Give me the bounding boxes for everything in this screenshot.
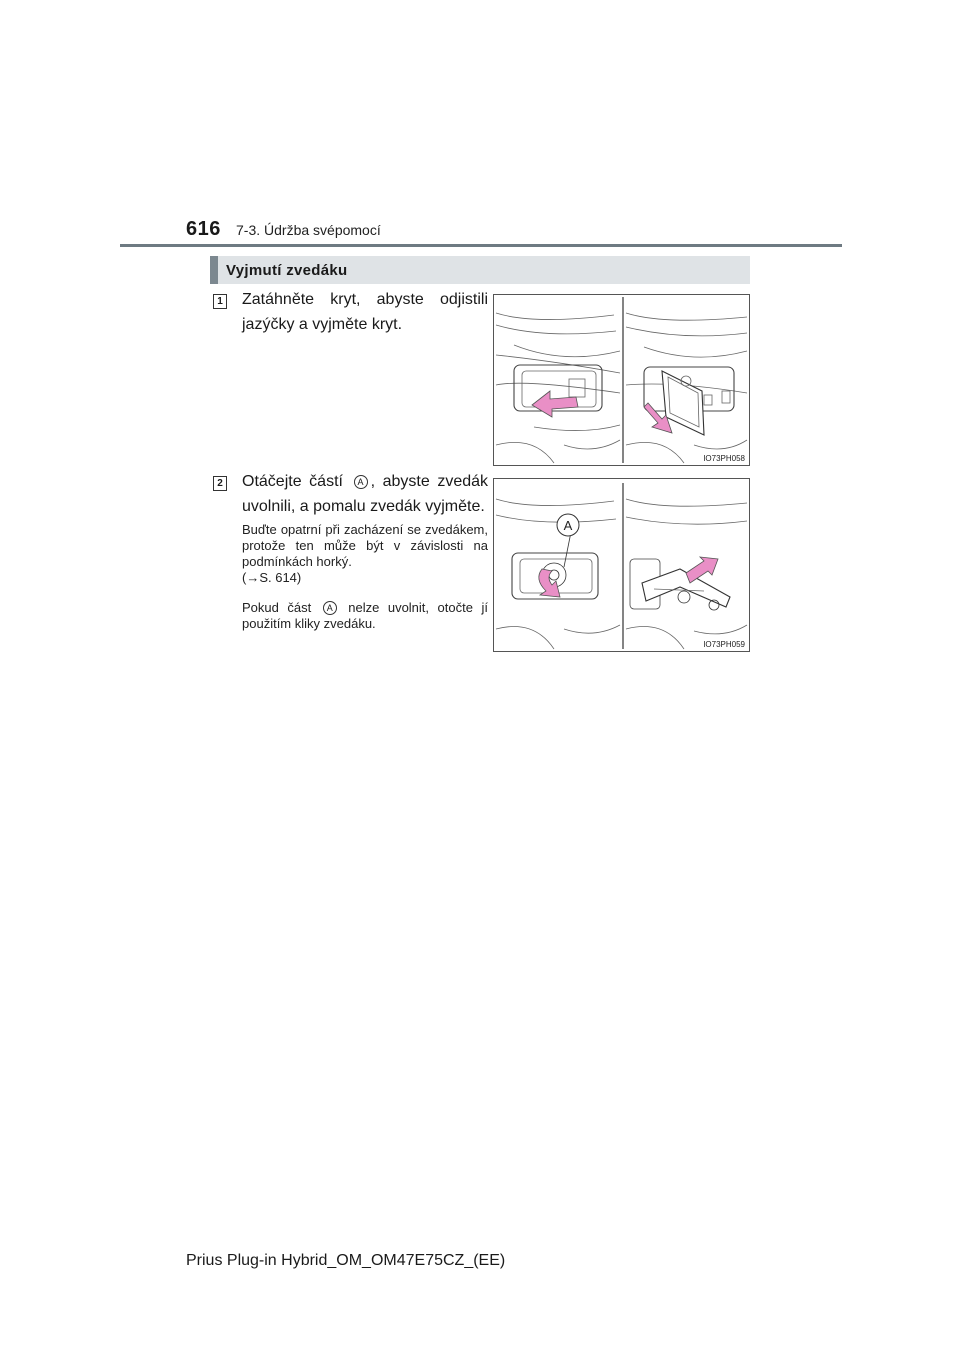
release-note-after: nelze uvolnit, otočte jí použitím kliky zvedáku.: [242, 600, 488, 631]
part-a-label-note: A: [323, 601, 337, 615]
cover-illustration: [494, 295, 749, 465]
figure-code: IO73PH058: [703, 454, 745, 463]
page-reference: (→S. 614): [242, 570, 302, 585]
figure-remove-cover: [493, 294, 750, 466]
step-2-text-before: Otáčejte částí: [242, 473, 343, 490]
figure-label-a: A: [563, 518, 573, 533]
release-note: [242, 600, 488, 632]
step-number-1: 1: [213, 294, 227, 309]
footer-document-id: Prius Plug-in Hybrid_OM_OM47E75CZ_(EE): [186, 1252, 506, 1269]
step-2-text-after: , abyste zvedák uvolnili, a pomalu zvedák vyjměte.: [242, 473, 489, 515]
section-title: 7-3. Údržba svépomocí: [236, 222, 381, 238]
step-2-text: [242, 469, 488, 519]
release-note-before: Pokud část: [242, 600, 312, 615]
page-number: 616: [186, 218, 221, 240]
pull-arrow-icon: [532, 391, 578, 417]
section-heading: Vyjmutí zvedáku: [226, 262, 348, 279]
header-divider: [120, 244, 842, 247]
step-number-2: 2: [213, 476, 227, 491]
figure-remove-jack: [493, 478, 750, 652]
part-a-label: A: [354, 475, 368, 489]
figure-code: IO73PH059: [703, 640, 745, 649]
caution-note-text: Buďte opatrní při zacházení se zvedákem, protože ten může být v závislosti na podmínkách horký.: [242, 522, 488, 569]
lift-arrow-icon: [686, 557, 718, 583]
caution-note: [242, 522, 488, 586]
step-1-text: Zatáhněte kryt, abyste odjistili jazýčky a vyjměte kryt.: [242, 291, 488, 333]
jack-illustration: [494, 479, 749, 651]
